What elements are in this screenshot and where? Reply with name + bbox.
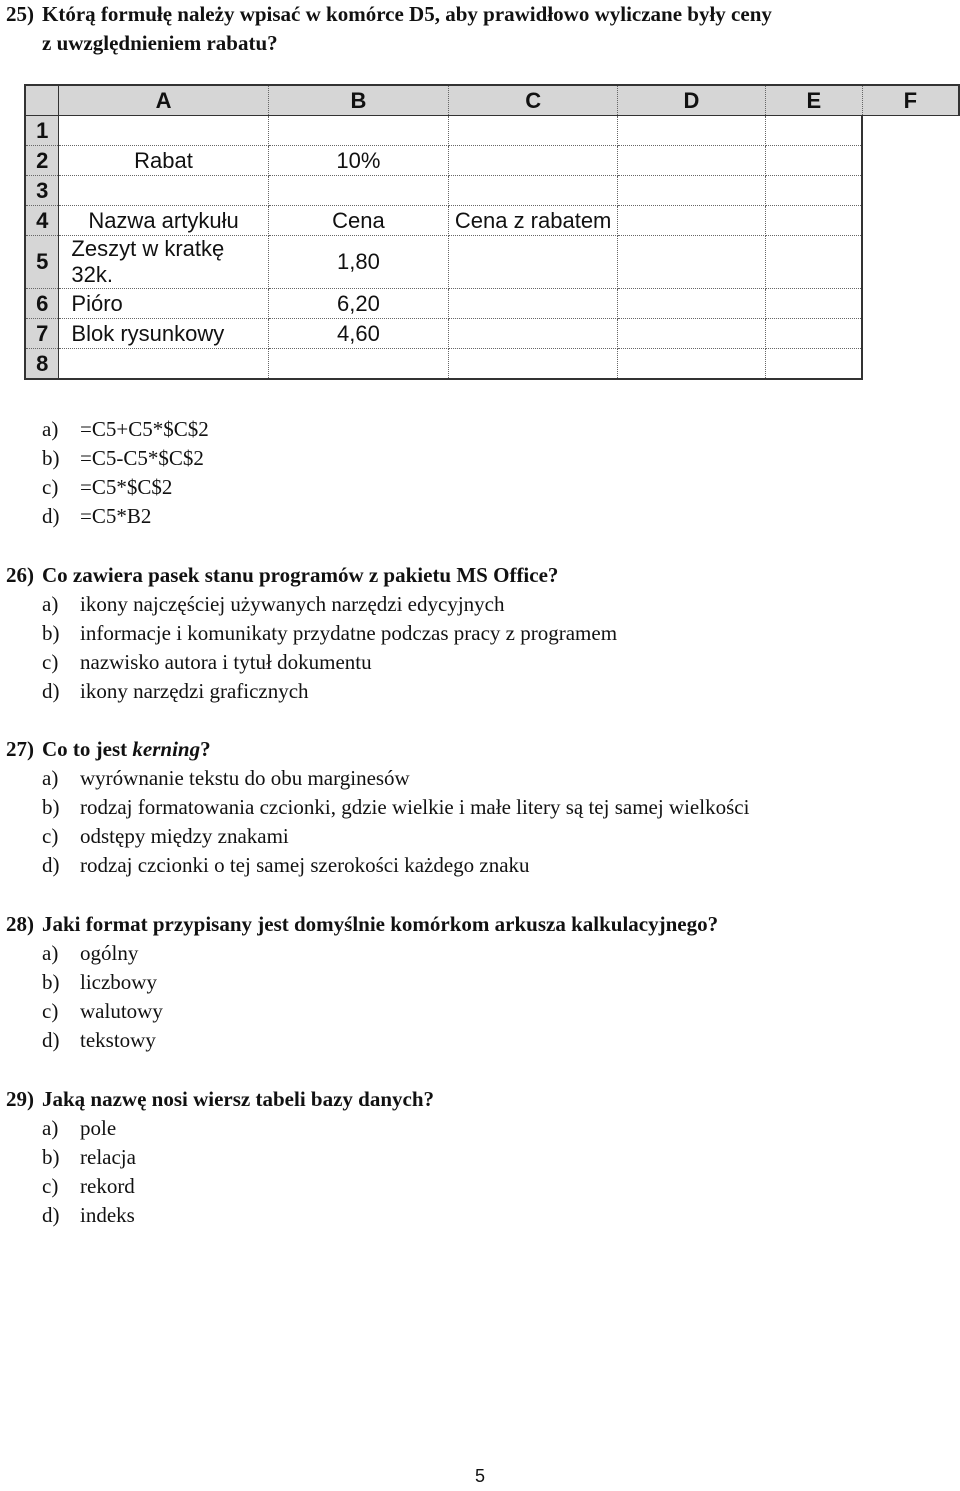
sheet-row — [25, 289, 959, 319]
row-header: 7 — [25, 319, 59, 349]
answer-option — [42, 590, 504, 619]
option-text: pole — [80, 1116, 117, 1140]
option-text: =C5*B2 — [80, 504, 152, 528]
cell-c6: 6,20 — [268, 289, 449, 319]
question-text: Którą formułę należy wpisać w komórce D5, aby prawidłowo wyliczane były ceny — [42, 2, 772, 26]
sheet-row — [25, 146, 959, 176]
cell-c2: 10% — [268, 146, 449, 176]
cell — [765, 146, 862, 176]
option-letter: a) — [42, 592, 59, 616]
cell — [449, 146, 618, 176]
cell — [617, 349, 765, 380]
row-header: 2 — [25, 146, 59, 176]
corner-cell — [25, 85, 59, 116]
answer-option — [42, 648, 372, 677]
answer-option — [42, 939, 138, 968]
cell — [449, 319, 618, 349]
column-header-c: C — [449, 85, 618, 116]
spreadsheet — [24, 84, 960, 380]
row-header: 5 — [25, 236, 59, 289]
option-text: ikony narzędzi graficznych — [80, 679, 309, 703]
option-text: tekstowy — [80, 1028, 156, 1052]
question-number: 27) — [6, 737, 34, 761]
option-text: rekord — [80, 1174, 135, 1198]
cell — [765, 176, 862, 206]
column-header-d: D — [617, 85, 765, 116]
answer-option — [42, 619, 617, 648]
question-text-italic: kerning — [132, 737, 201, 761]
question-number: 28) — [6, 912, 34, 936]
cell-c5: 1,80 — [268, 236, 449, 289]
cell — [449, 176, 618, 206]
column-header-e: E — [765, 85, 862, 116]
option-letter: c) — [42, 650, 59, 674]
sheet-row — [25, 116, 959, 146]
column-header-f: F — [862, 85, 959, 116]
option-text: indeks — [80, 1203, 135, 1227]
cell — [617, 176, 765, 206]
option-text: liczbowy — [80, 970, 157, 994]
cell — [268, 349, 449, 380]
answer-option — [42, 764, 410, 793]
answer-option — [42, 415, 209, 444]
option-text: =C5-C5*$C$2 — [80, 446, 204, 470]
option-text: odstępy między znakami — [80, 824, 289, 848]
option-text: ikony najczęściej używanych narzędzi edycyjnych — [80, 592, 505, 616]
cell-d5 — [449, 236, 618, 289]
question-text-suffix: ? — [200, 737, 211, 761]
column-header-b: B — [268, 85, 449, 116]
cell — [765, 116, 862, 146]
option-letter: d) — [42, 679, 60, 703]
option-letter: c) — [42, 475, 59, 499]
option-text: ogólny — [80, 941, 139, 965]
option-letter: b) — [42, 446, 60, 470]
cell — [59, 176, 268, 206]
cell-c4: Cena — [268, 206, 449, 236]
option-text: =C5+C5*$C$2 — [80, 417, 209, 441]
row-header: 4 — [25, 206, 59, 236]
answer-option — [42, 502, 151, 531]
cell — [268, 176, 449, 206]
cell-b4: Nazwa artykułu — [59, 206, 268, 236]
row-header: 1 — [25, 116, 59, 146]
answer-option — [42, 851, 530, 880]
sheet-row — [25, 319, 959, 349]
answer-option — [42, 822, 289, 851]
cell-c7: 4,60 — [268, 319, 449, 349]
cell — [765, 319, 862, 349]
option-letter: a) — [42, 1116, 59, 1140]
column-header-row — [25, 85, 959, 116]
page-number: 5 — [474, 1466, 485, 1486]
cell-b5: Zeszyt w kratkę 32k. — [59, 236, 268, 289]
cell — [617, 206, 765, 236]
question-text-prefix: Co to jest — [42, 737, 133, 761]
answer-option — [42, 444, 204, 473]
cell — [765, 349, 862, 380]
answer-option — [42, 997, 163, 1026]
cell — [617, 146, 765, 176]
sheet-row — [25, 236, 959, 289]
cell-b7: Blok rysunkowy — [59, 319, 268, 349]
cell-d4: Cena z rabatem — [449, 206, 618, 236]
cell — [59, 116, 268, 146]
option-letter: c) — [42, 1174, 59, 1198]
option-letter: d) — [42, 504, 60, 528]
cell — [268, 116, 449, 146]
answer-option — [42, 1026, 156, 1055]
answer-option — [42, 793, 749, 822]
cell-b2: Rabat — [59, 146, 268, 176]
answer-option — [42, 677, 309, 706]
option-text: rodzaj czcionki o tej samej szerokości każdego znaku — [80, 853, 530, 877]
option-text: relacja — [80, 1145, 136, 1169]
option-letter: a) — [42, 941, 59, 965]
option-text: =C5*$C$2 — [80, 475, 173, 499]
option-letter: b) — [42, 970, 60, 994]
question-number: 25) — [6, 2, 34, 26]
sheet-row — [25, 176, 959, 206]
option-text: nazwisko autora i tytuł dokumentu — [80, 650, 372, 674]
option-text: walutowy — [80, 999, 163, 1023]
option-letter: a) — [42, 766, 59, 790]
answer-option — [42, 968, 157, 997]
cell — [617, 116, 765, 146]
answer-option — [42, 1143, 136, 1172]
answer-option — [42, 1172, 135, 1201]
answer-option — [42, 1201, 135, 1230]
row-header: 8 — [25, 349, 59, 380]
option-text: rodzaj formatowania czcionki, gdzie wielkie i małe litery są tej samej wielkości — [80, 795, 750, 819]
question-text: Jaki format przypisany jest domyślnie komórkom arkusza kalkulacyjnego? — [42, 912, 719, 936]
option-letter: d) — [42, 1028, 60, 1052]
question-number: 26) — [6, 563, 34, 587]
cell — [765, 206, 862, 236]
sheet-row — [25, 206, 959, 236]
cell — [617, 319, 765, 349]
cell — [765, 289, 862, 319]
option-letter: d) — [42, 853, 60, 877]
sheet-row — [25, 349, 959, 380]
question-text — [42, 735, 211, 764]
option-letter: b) — [42, 621, 60, 645]
option-text: informacje i komunikaty przydatne podczas pracy z programem — [80, 621, 618, 645]
question-text: Co zawiera pasek stanu programów z pakietu MS Office? — [42, 563, 559, 587]
cell — [617, 289, 765, 319]
question-number: 29) — [6, 1087, 34, 1111]
option-letter: b) — [42, 795, 60, 819]
option-letter: b) — [42, 1145, 60, 1169]
answer-option — [42, 1114, 116, 1143]
column-header-a: A — [59, 85, 268, 116]
row-header: 3 — [25, 176, 59, 206]
question-text: Jaką nazwę nosi wiersz tabeli bazy danych? — [42, 1087, 435, 1111]
cell — [449, 116, 618, 146]
option-letter: c) — [42, 824, 59, 848]
cell — [617, 236, 765, 289]
option-letter: a) — [42, 417, 59, 441]
cell — [449, 349, 618, 380]
answer-option — [42, 473, 172, 502]
row-header: 6 — [25, 289, 59, 319]
cell — [59, 349, 268, 380]
cell — [765, 236, 862, 289]
cell-b6: Pióro — [59, 289, 268, 319]
option-letter: d) — [42, 1203, 60, 1227]
cell — [449, 289, 618, 319]
option-text: wyrównanie tekstu do obu marginesów — [80, 766, 410, 790]
option-letter: c) — [42, 999, 59, 1023]
question-text-cont: z uwzględnieniem rabatu? — [42, 31, 278, 55]
